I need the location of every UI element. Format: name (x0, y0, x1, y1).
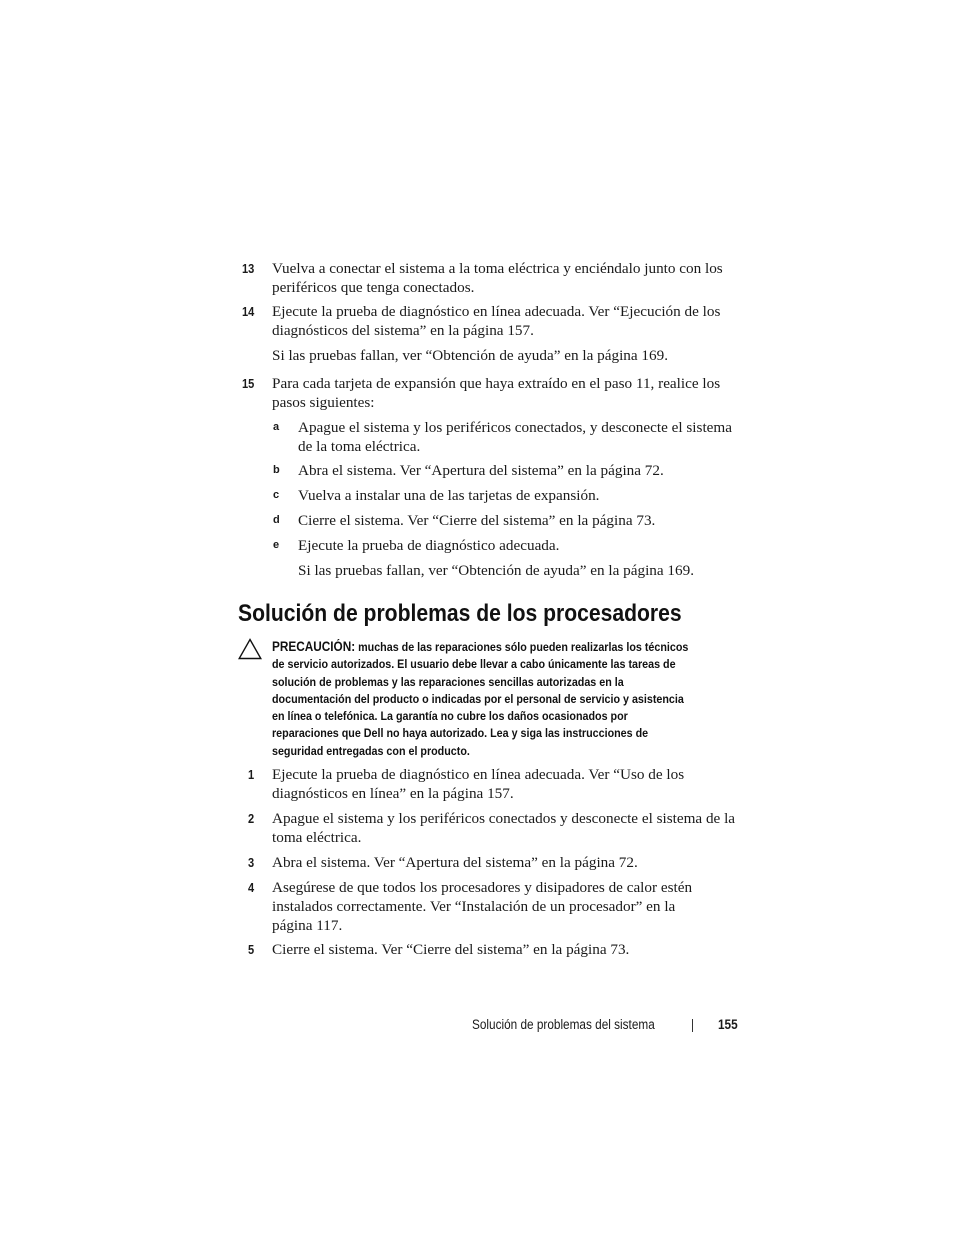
substep-note: Si las pruebas fallan, ver “Obtención de ayuda” en la página 169. (298, 562, 694, 579)
caution-text: documentación del producto o indicadas por el personal de servicio y asistencia (272, 691, 684, 706)
step-text: Apague el sistema y los periféricos conectados y desconecte el sistema de la toma eléctrica. (272, 810, 736, 846)
substep-letter: b (273, 464, 280, 476)
caution-notice (272, 638, 688, 760)
step-number: 13 (242, 261, 255, 276)
substep-letter: e (273, 539, 280, 551)
step-number: 15 (242, 376, 255, 391)
step-number: 2 (248, 811, 255, 826)
footer-divider (692, 1019, 693, 1032)
substep-text: Cierre el sistema. Ver “Cierre del sistema” en la página 73. (298, 512, 656, 529)
caution-text: de servicio autorizados. El usuario debe llevar a cabo únicamente las tareas de (272, 657, 676, 672)
step-number: 4 (248, 880, 255, 895)
substep-text: Vuelva a instalar una de las tarjetas de expansión. (298, 487, 600, 504)
caution-label: PRECAUCIÓN: (272, 639, 356, 654)
step-number: 14 (242, 304, 255, 319)
step-number: 5 (248, 942, 255, 957)
caution-text: en línea o telefónica. La garantía no cubre los daños ocasionados por (272, 709, 628, 724)
step-text: Asegúrese de que todos los procesadores y disipadores de calor estén instalados correctamente. Ver “Instalación de un procesador” en la página 117. (272, 879, 693, 934)
step-text: Ejecute la prueba de diagnóstico en línea adecuada. Ver “Ejecución de los diagnósticos del sistema” en la página 157. (272, 303, 721, 339)
substep-text: Abra el sistema. Ver “Apertura del sistema” en la página 72. (298, 462, 664, 479)
footer-chapter-title: Solución de problemas del sistema (472, 1017, 655, 1032)
substep-letter: a (273, 421, 280, 433)
caution-text: reparaciones que Dell no haya autorizado. Lea y siga las instrucciones de (272, 726, 649, 741)
substep-text: Apague el sistema y los periféricos conectados, y desconecte el sistema de la toma eléctrica. (298, 419, 732, 455)
step-note: Si las pruebas fallan, ver “Obtención de ayuda” en la página 169. (272, 347, 668, 364)
step-number: 3 (248, 855, 255, 870)
step-text: Vuelva a conectar el sistema a la toma eléctrica y enciéndalo junto con los periféricos que tenga conectados. (272, 260, 723, 296)
substep-letter: c (273, 489, 280, 501)
caution-text: seguridad entregadas con el producto. (272, 743, 470, 758)
step-text: Para cada tarjeta de expansión que haya extraído en el paso 11, realice los pasos siguientes: (272, 375, 721, 411)
section-heading: Solución de problemas de los procesadores (238, 600, 682, 627)
step-text: Abra el sistema. Ver “Apertura del sistema” en la página 72. (272, 854, 638, 871)
step-text: Ejecute la prueba de diagnóstico en línea adecuada. Ver “Uso de los diagnósticos en línea” en la página 157. (272, 766, 685, 802)
substep-text: Ejecute la prueba de diagnóstico adecuada. (298, 537, 560, 554)
step-number: 1 (248, 767, 255, 782)
caution-text: muchas de las reparaciones sólo pueden realizarlas los técnicos (358, 640, 689, 654)
substep-letter: d (273, 514, 280, 526)
caution-text: solución de problemas y las reparaciones sencillas autorizadas en la (272, 674, 624, 689)
page-number: 155 (718, 1017, 738, 1032)
step-text: Cierre el sistema. Ver “Cierre del sistema” en la página 73. (272, 941, 630, 958)
caution-triangle-icon (238, 638, 262, 660)
